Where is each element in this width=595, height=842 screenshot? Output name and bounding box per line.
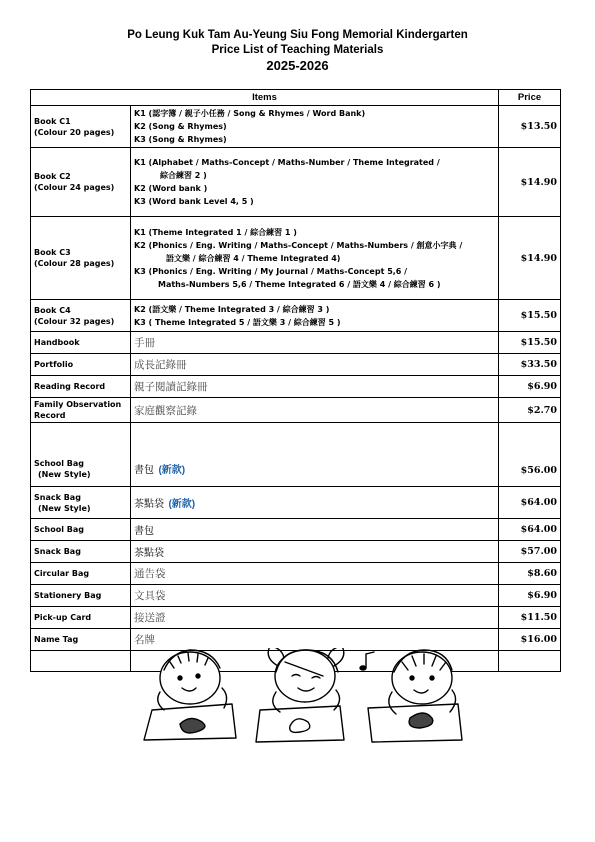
- item-name: Handbook: [31, 332, 131, 354]
- item-description: 手冊: [131, 332, 499, 354]
- item-price: $8.60: [499, 563, 561, 585]
- table-row-portfolio: [31, 354, 561, 376]
- item-price: $15.50: [499, 300, 561, 332]
- item-name-line: Book C2: [34, 172, 71, 181]
- item-name: Snack Bag: [31, 541, 131, 563]
- item-description: [131, 487, 499, 519]
- item-name-line: (Colour 20 pages): [34, 127, 115, 137]
- item-description: [131, 300, 499, 332]
- desc-line: Maths-Numbers 5,6 / Theme Integrated 6 / 語文樂 4 / 綜合練習 6 ): [158, 279, 441, 289]
- item-name: [31, 106, 131, 148]
- school-year: 2025-2026: [266, 58, 329, 73]
- item-name-line: Book C1: [34, 116, 71, 126]
- item-price: $11.50: [499, 607, 561, 629]
- item-name: Name Tag: [31, 629, 131, 651]
- document-title: Price List of Teaching Materials: [211, 44, 384, 56]
- table-header-row: [31, 90, 561, 106]
- items-header: Items: [31, 90, 499, 106]
- table-row-reading-record: [31, 376, 561, 398]
- item-name-line: (New Style): [38, 470, 91, 479]
- table-row-book-c4: [31, 300, 561, 332]
- item-price: $15.50: [499, 332, 561, 354]
- item-name: Stationery Bag: [31, 585, 131, 607]
- table-row-school-bag: [31, 519, 561, 541]
- item-name-line: Record: [34, 411, 66, 420]
- desc-line: 綜合練習 2 ): [160, 171, 207, 180]
- item-name: Reading Record: [31, 376, 131, 398]
- item-name: [31, 148, 131, 217]
- desc-line: K2 (Word bank ): [134, 184, 208, 193]
- price-header: Price: [499, 90, 561, 106]
- item-description: 接送證: [131, 607, 499, 629]
- table-row-handbook: [31, 332, 561, 354]
- item-description: 名牌: [131, 629, 499, 651]
- desc-line: K1 (認字簿 / 親子小任務 / Song & Rhymes / Word Bank): [134, 109, 366, 118]
- item-name-line: Book C4: [34, 305, 71, 315]
- item-description: [131, 148, 499, 217]
- item-description: 書包: [131, 519, 499, 541]
- item-name: School Bag: [31, 519, 131, 541]
- item-price: $6.90: [499, 585, 561, 607]
- item-name: [31, 487, 131, 519]
- table-row-snack-bag-new: [31, 487, 561, 519]
- item-description: [131, 423, 499, 487]
- item-name: [31, 217, 131, 300]
- table-row-family-observation: [31, 398, 561, 423]
- desc-line: K3 (Phonics / Eng. Writing / My Journal / Maths-Concept 5,6 /: [134, 266, 408, 276]
- table-row-snack-bag: [31, 541, 561, 563]
- item-name-line: Snack Bag: [34, 492, 81, 502]
- item-price: $2.70: [499, 398, 561, 423]
- item-price: $64.00: [499, 519, 561, 541]
- table-row-stationery-bag: [31, 585, 561, 607]
- children-drawing-illustration: [140, 648, 470, 748]
- child-left-head-icon: [160, 652, 220, 704]
- item-price: $13.50: [499, 106, 561, 148]
- desc-line: K1 (Alphabet / Maths-Concept / Maths-Number / Theme Integrated /: [134, 158, 440, 167]
- item-cn-label: 茶點袋: [134, 498, 164, 510]
- table-row-pickup-card: [31, 607, 561, 629]
- item-description: 家庭觀察記錄: [131, 398, 499, 423]
- desc-line: K1 (Theme Integrated 1 / 綜合練習 1 ): [134, 227, 297, 237]
- table-row-book-c2: [31, 148, 561, 217]
- item-price: $16.00: [499, 629, 561, 651]
- music-note-icon: [366, 652, 374, 668]
- empty-cell: [499, 651, 561, 672]
- item-name-line: (Colour 28 pages): [34, 259, 115, 268]
- item-price: $14.90: [499, 148, 561, 217]
- item-price: $33.50: [499, 354, 561, 376]
- desc-line: K3 (Word bank Level 4, 5 ): [134, 197, 254, 206]
- school-name: Po Leung Kuk Tam Au-Yeung Siu Fong Memorial Kindergarten: [127, 29, 468, 41]
- item-name: [31, 423, 131, 487]
- empty-cell: [31, 651, 131, 672]
- item-name-line: School Bag: [34, 459, 84, 468]
- table-row-book-c3: [31, 217, 561, 300]
- item-name-line: (Colour 32 pages): [34, 316, 115, 326]
- item-description: [131, 217, 499, 300]
- item-name: [31, 398, 131, 423]
- new-style-tag: (新款): [168, 498, 196, 510]
- item-name: Pick-up Card: [31, 607, 131, 629]
- item-description: 文具袋: [131, 585, 499, 607]
- item-name: Portfolio: [31, 354, 131, 376]
- desc-line: K2 (Phonics / Eng. Writing / Maths-Concept / Maths-Numbers / 創意小字典 /: [134, 240, 463, 250]
- item-price: $14.90: [499, 217, 561, 300]
- item-name-line: Book C3: [34, 248, 71, 257]
- item-price: $64.00: [499, 487, 561, 519]
- paper-middle-icon: [256, 706, 344, 742]
- item-name-line: Family Observation: [34, 400, 122, 409]
- desc-line: K3 ( Theme Integrated 5 / 語文樂 3 / 綜合練習 5 ): [134, 317, 341, 327]
- document-header: [0, 28, 595, 73]
- item-name-line: (Colour 24 pages): [34, 183, 115, 192]
- desc-line: 語文樂 / 綜合練習 4 / Theme Integrated 4): [166, 253, 341, 263]
- item-price: $57.00: [499, 541, 561, 563]
- desc-line: K2 (語文樂 / Theme Integrated 3 / 綜合練習 3 ): [134, 304, 330, 314]
- item-description: 通告袋: [131, 563, 499, 585]
- item-name-line: (New Style): [38, 503, 91, 513]
- table-row-book-c1: [31, 106, 561, 148]
- item-cn-label: 書包: [134, 465, 154, 476]
- item-description: [131, 106, 499, 148]
- item-description: 茶點袋: [131, 541, 499, 563]
- item-price: $6.90: [499, 376, 561, 398]
- table-row-school-bag-new: [31, 423, 561, 487]
- item-description: 親子閱讀記錄冊: [131, 376, 499, 398]
- desc-line: K3 (Song & Rhymes): [134, 135, 227, 144]
- new-style-tag: (新款): [158, 465, 186, 476]
- item-price: $56.00: [499, 423, 561, 487]
- item-description: 成長記錄冊: [131, 354, 499, 376]
- desc-line: K2 (Song & Rhymes): [134, 122, 227, 131]
- item-name: [31, 300, 131, 332]
- table-row-circular-bag: [31, 563, 561, 585]
- item-name: Circular Bag: [31, 563, 131, 585]
- price-table: [30, 89, 561, 672]
